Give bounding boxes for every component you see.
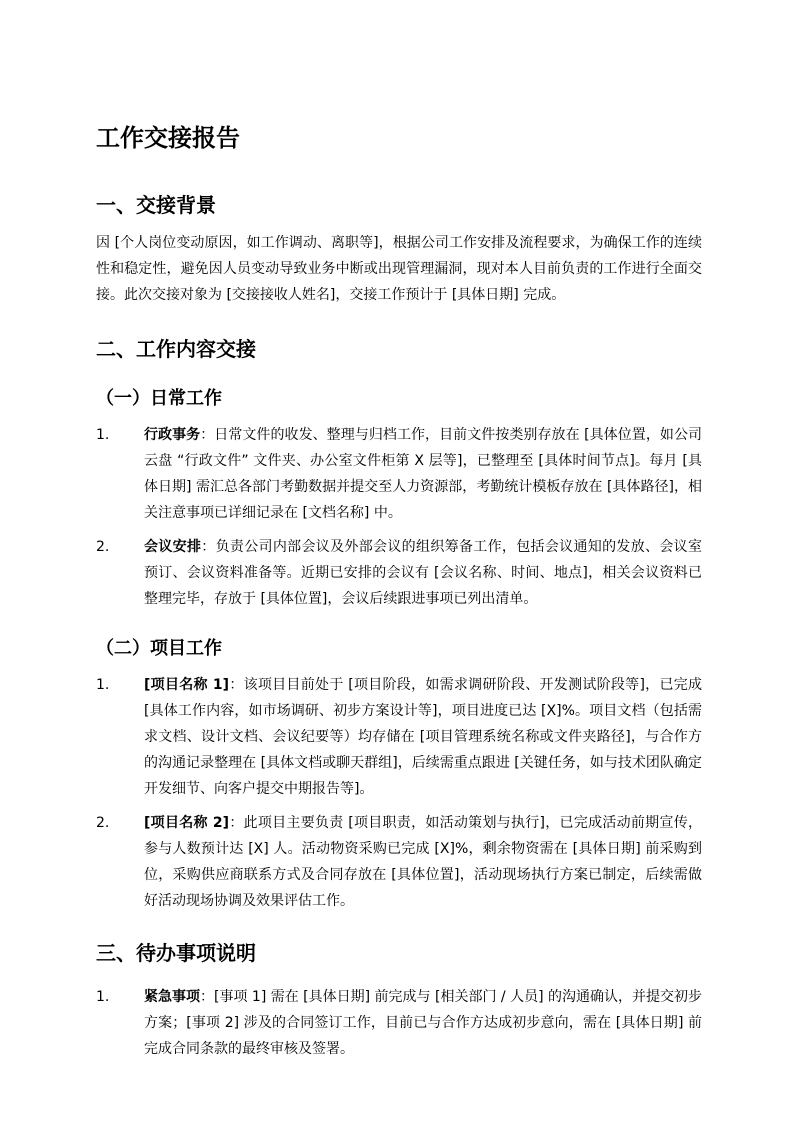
document-title: 工作交接报告	[96, 124, 240, 152]
list-item-text: ：此项目主要负责 [项目职责，如活动策划与执行]，已完成活动前期宣传，参与人数预计达 [X] 人。活动物资采购已完成 [X]%，剩余物资需在 [具体日期] 前采购到位，采购供应商联系方式及合同存放在 [具体位置]，活动现场执行方案已制定，后续需做好活动现场协调及效果评估工作。	[144, 815, 702, 909]
list-item-text: ：日常文件的收发、整理与归档工作，目前文件按类别存放在 [具体位置，如公司云盘 “行政文件” 文件夹、办公室文件柜第 X 层等]，已整理至 [具体时间节点]。每月 [具体日期] 需汇总各部门考勤数据并提交至人力资源部，考勤统计模板存放在 [具体路径]，相关注意事项已详细记录在 [文档名称] 中。	[144, 427, 702, 521]
list-item-number: 2.	[96, 815, 110, 831]
list-item	[96, 672, 702, 802]
todo-list	[96, 984, 702, 1062]
list-item-text: ：[事项 1] 需在 [具体日期] 前完成与 [相关部门 / 人员] 的沟通确认，并提交初步方案；[事项 2] 涉及的合同签订工作，目前已与合作方达成初步意向，需在 [具体日期] 前完成合同条款的最终审核及签署。	[144, 989, 702, 1057]
project-work-list	[96, 672, 702, 914]
list-item-label: 行政事务	[144, 427, 201, 443]
list-item	[96, 534, 702, 612]
subsection-heading-daily-work: （一）日常工作	[96, 388, 222, 409]
list-item-label: [项目名称 1]	[144, 677, 230, 693]
list-item	[96, 422, 702, 526]
list-item-number: 1.	[96, 989, 110, 1005]
background-paragraph: 因 [个人岗位变动原因，如工作调动、离职等]，根据公司工作安排及流程要求，为确保工作的连续性和稳定性，避免因人员变动导致业务中断或出现管理漏洞，现对本人目前负责的工作进行全面交接。此次交接对象为 [交接接收人姓名]，交接工作预计于 [具体日期] 完成。	[96, 235, 702, 303]
list-item-text: ：负责公司内部会议及外部会议的组织筹备工作，包括会议通知的发放、会议室预订、会议资料准备等。近期已安排的会议有 [会议名称、时间、地点]，相关会议资料已整理完毕，存放于 [具体位置]，会议后续跟进事项已列出清单。	[144, 539, 703, 607]
list-item-text: ：该项目目前处于 [项目阶段，如需求调研阶段、开发测试阶段等]，已完成 [具体工作内容，如市场调研、初步方案设计等]，项目进度已达 [X]%。项目文档（包括需求文档、设计文档、会议纪要等）均存储在 [项目管理系统名称或文件夹路径]，与合作方的沟通记录整理在 [具体文档或聊天群组]，后续需重点跟进 [关键任务，如与技术团队确定开发细节、向客户提交中期报告等]。	[144, 677, 702, 797]
section-heading-todo: 三、待办事项说明	[96, 941, 256, 965]
document-page	[96, 118, 702, 1084]
list-item-number: 1.	[96, 427, 110, 443]
subsection-heading-project-work: （二）项目工作	[96, 638, 222, 659]
list-item-label: 紧急事项	[144, 989, 200, 1005]
list-item-label: [项目名称 2]	[144, 815, 230, 831]
list-item	[96, 984, 702, 1062]
list-item-number: 2.	[96, 539, 110, 555]
list-item-number: 1.	[96, 677, 110, 693]
list-item-label: 会议安排	[144, 539, 202, 555]
section-heading-work-content: 二、工作内容交接	[96, 337, 256, 361]
list-item	[96, 810, 702, 914]
section-heading-background: 一、交接背景	[96, 193, 216, 217]
daily-work-list	[96, 422, 702, 612]
